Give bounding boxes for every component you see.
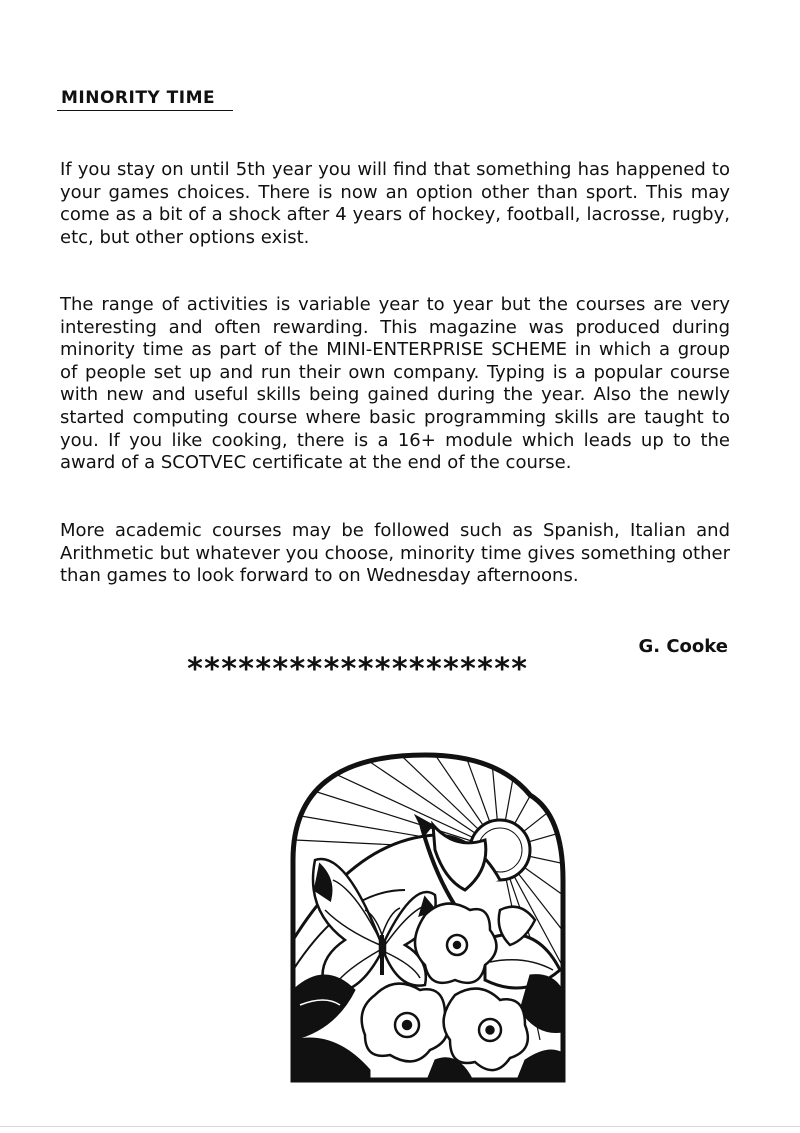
flower-icon	[444, 989, 528, 1071]
butterfly-flowers-sunrise-illustration	[285, 740, 570, 1085]
paragraph-1: If you stay on until 5th year you will find that something has happened to your games choices. There is now an option other than sport. This may come as a bit of a shock after 4 years of hockey, football, lacrosse, rugby, etc, but other options exist.	[60, 159, 730, 248]
title-underline	[57, 110, 233, 111]
paragraph-3: More academic courses may be followed such as Spanish, Italian and Arithmetic but whatever you choose, minority time gives something other than games to look forward to on Wednesday afternoons.	[60, 520, 730, 587]
paragraph-2: The range of activities is variable year to year but the courses are very interesting and often rewarding. This magazine was produced during minority time as part of the MINI-ENTERPRISE SCHEME in which a group of people set up and run their own company. Typing is a popular course with new and useful skills being gained during the year. Also the newly started computing course where basic programming skills are taught to you. If you like cooking, there is a 16+ module which leads up to the award of a SCOTVEC certificate at the end of the course.	[60, 294, 730, 474]
flower-icon	[362, 984, 448, 1062]
author-signature: G. Cooke	[638, 636, 728, 657]
article-title: MINORITY TIME	[61, 88, 216, 108]
asterisk-separator: ********************	[186, 652, 528, 687]
flower-icon	[415, 904, 496, 983]
scan-edge	[0, 1126, 800, 1127]
